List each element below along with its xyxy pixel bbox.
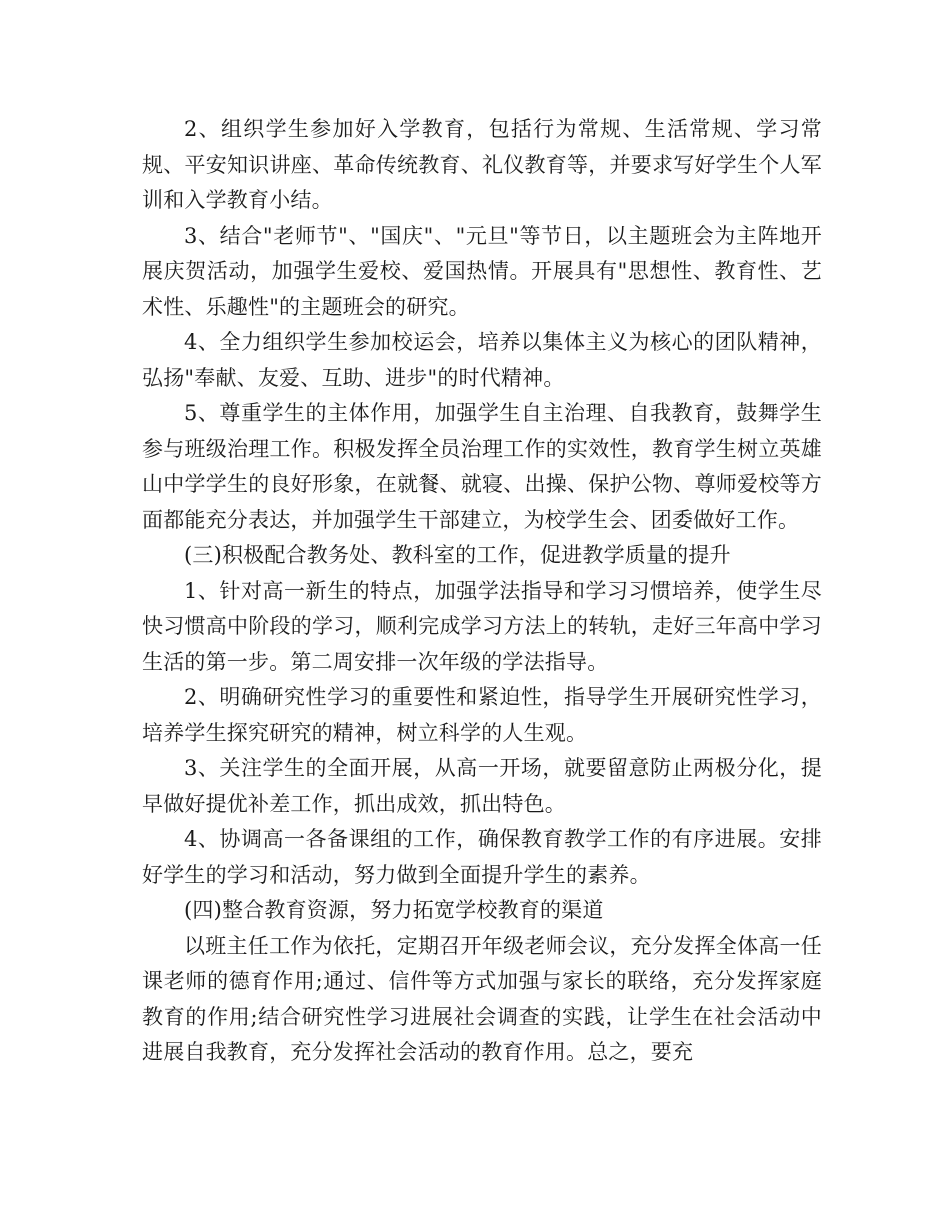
- paragraph-item-3-1: 1、针对高一新生的特点，加强学法指导和学习习惯培养，使学生尽快习惯高中阶段的学习，顺利完成学习方法上的转轨，走好三年高中学习生活的第一步。第二周安排一次年级的学法指导。: [142, 578, 822, 674]
- paragraph-section-4-body: 以班主任工作为依托，定期召开年级老师会议，充分发挥全体高一任课老师的德育作用;通过、信件等方式加强与家长的联络，充分发挥家庭教育的作用;结合研究性学习进展社会调查的实践，让学生在社会活动中进展自我教育，充分发挥社会活动的教育作用。总之，要充: [142, 933, 822, 1064]
- paragraph-item-4: 4、全力组织学生参加校运会，培养以集体主义为核心的团队精神，弘扬"奉献、友爱、互助、进步"的时代精神。: [142, 330, 822, 390]
- paragraph-item-5: 5、尊重学生的主体作用，加强学生自主治理、自我教育，鼓舞学生参与班级治理工作。积极发挥全员治理工作的实效性，教育学生树立英雄山中学学生的良好形象，在就餐、就寝、出操、保护公物、尊师爱校等方面都能充分表达，并加强学生干部建立，为校学生会、团委做好工作。: [142, 401, 822, 532]
- paragraph-item-3-4: 4、协调高一各备课组的工作，确保教育教学工作的有序进展。安排好学生的学习和活动，努力做到全面提升学生的素养。: [142, 827, 822, 887]
- paragraph-item-3: 3、结合"老师节"、"国庆"、"元旦"等节日，以主题班会为主阵地开展庆贺活动，加强学生爱校、爱国热情。开展具有"思想性、教育性、艺术性、乐趣性"的主题班会的研究。: [142, 223, 822, 319]
- paragraph-item-2: 2、组织学生参加好入学教育，包括行为常规、生活常规、学习常规、平安知识讲座、革命传统教育、礼仪教育等，并要求写好学生个人军训和入学教育小结。: [142, 117, 822, 212]
- section-heading-3: (三)积极配合教务处、教科室的工作，促进教学质量的提升: [184, 543, 731, 567]
- document-body: [142, 112, 822, 1071]
- paragraph-item-3-2: 2、明确研究性学习的重要性和紧迫性，指导学生开展研究性学习，培养学生探究研究的精神，树立科学的人生观。: [142, 685, 822, 745]
- section-heading-4: (四)整合教育资源，努力拓宽学校教育的渠道: [184, 898, 604, 922]
- paragraph-item-3-3: 3、关注学生的全面开展，从高一开场，就要留意防止两极分化，提早做好提优补差工作，抓出成效，抓出特色。: [142, 756, 822, 816]
